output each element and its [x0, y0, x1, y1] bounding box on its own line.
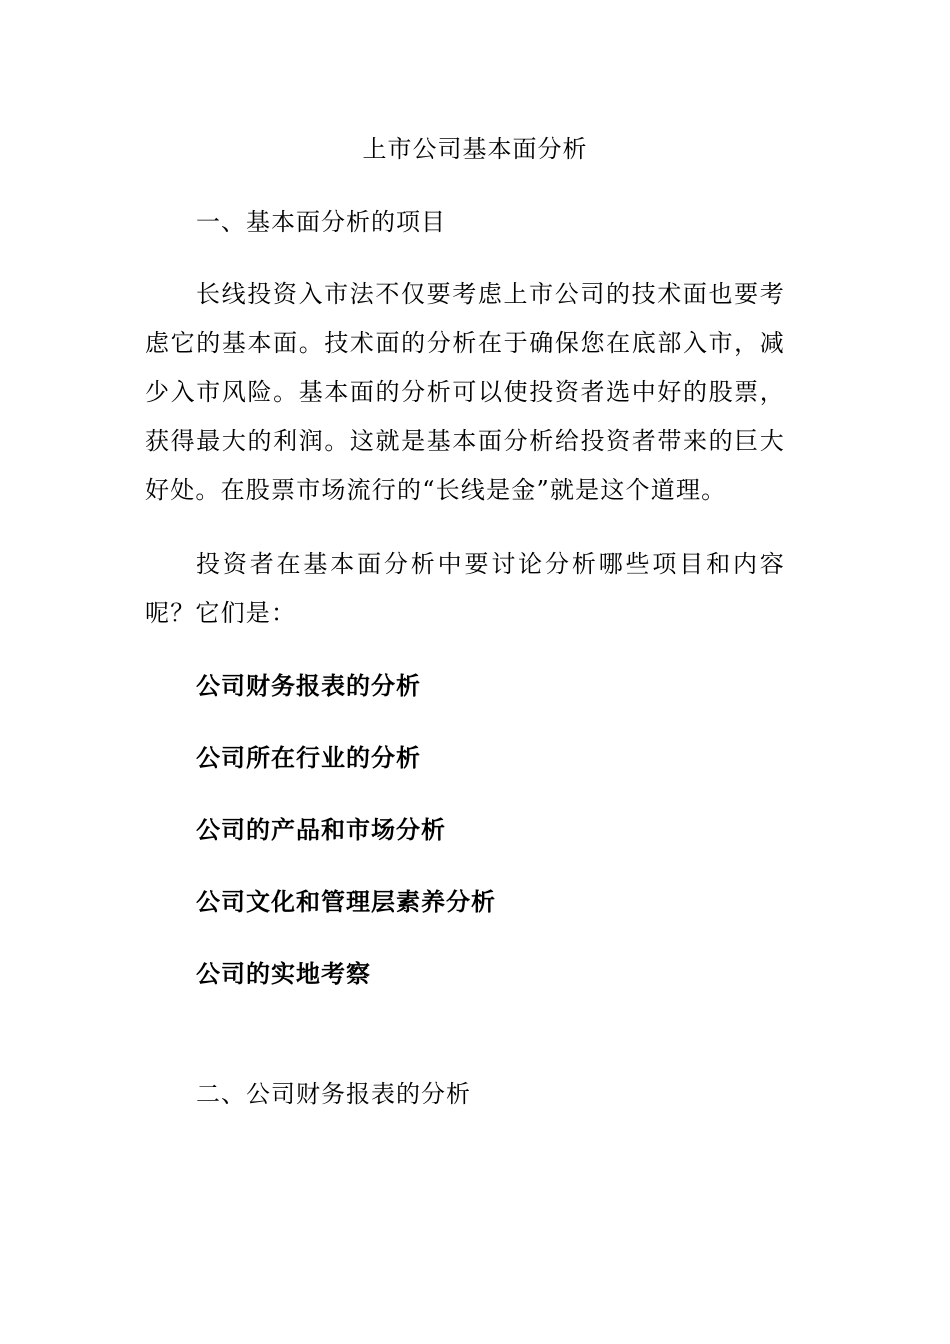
paragraph-question: 投资者在基本面分析中要讨论分析哪些项目和内容呢？它们是：: [145, 550, 785, 627]
section-heading-1: 一、基本面分析的项目: [196, 208, 446, 236]
list-item: 公司所在行业的分析: [196, 744, 421, 772]
list-item: 公司的实地考察: [196, 960, 371, 988]
list-item: 公司的产品和市场分析: [196, 816, 446, 844]
section-heading-2: 二、公司财务报表的分析: [196, 1080, 471, 1108]
paragraph-intro: 长线投资入市法不仅要考虑上市公司的技术面也要考虑它的基本面。技术面的分析在于确保您在底部入市，减少入市风险。基本面的分析可以使投资者选中好的股票，获得最大的利润。这就是基本面分析给投资者带来的巨大好处。在股票市场流行的“长线是金”就是这个道理。: [145, 280, 785, 504]
document-title: 上市公司基本面分析: [362, 135, 588, 163]
list-item: 公司财务报表的分析: [196, 672, 421, 700]
list-item: 公司文化和管理层素养分析: [196, 888, 496, 916]
